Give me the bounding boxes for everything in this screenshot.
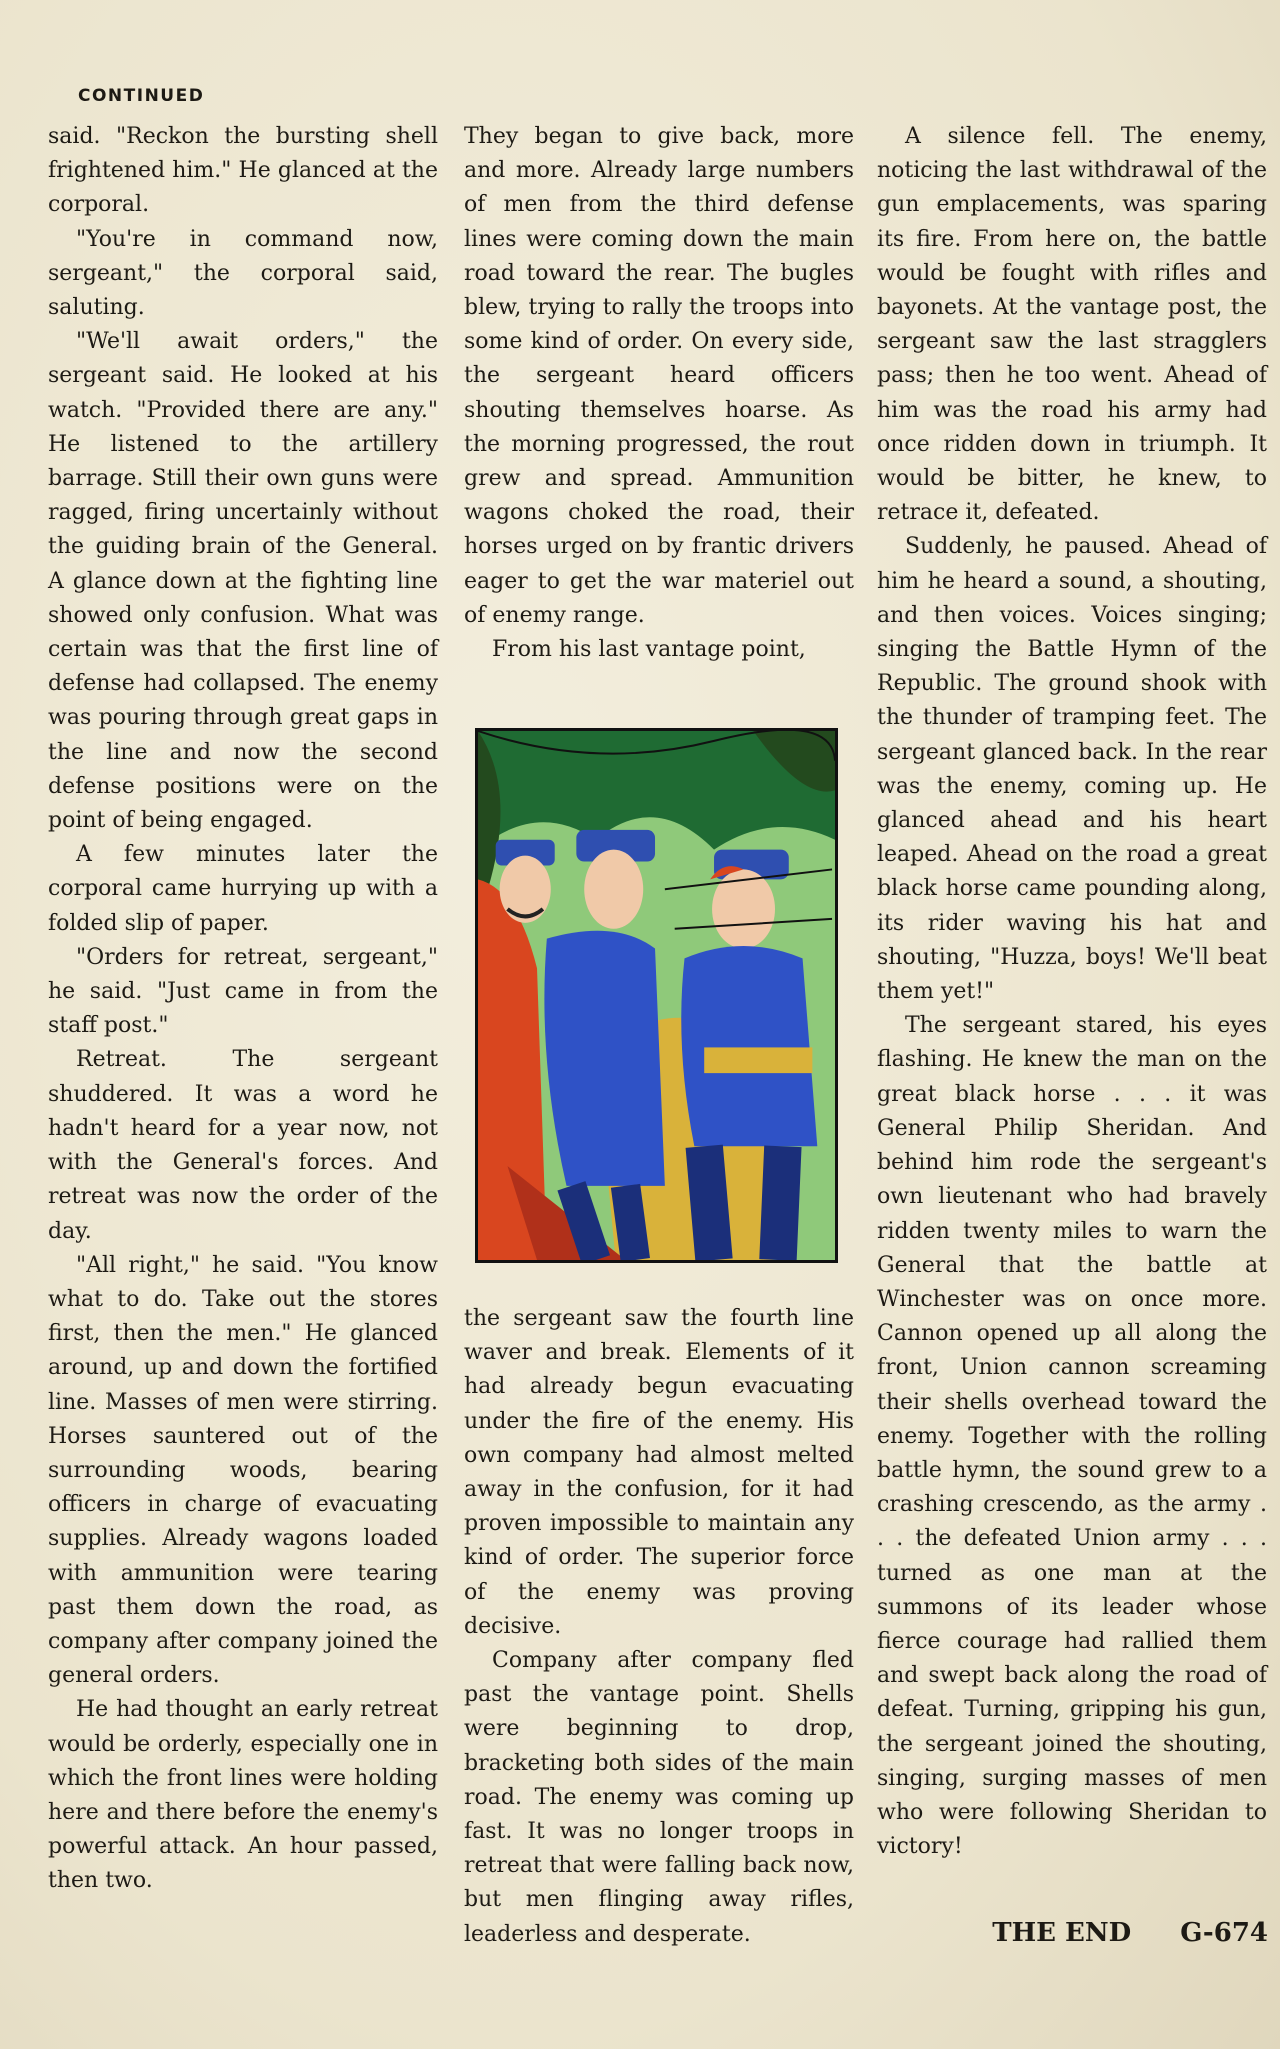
paragraph: The sergeant stared, his eyes flashing. He knew the man on the great black horse . . . it was General Philip Sheridan. And behind him rode the sergeant's own lieutenant who had bravely ridden twenty miles to warn the General that the battle at Winchester was on once more. Cannon opened up all along the front, Union cannon screaming their shells overhead toward the enemy. Together with the rolling battle hymn, the sound grew to a crashing crescendo, as the army . . . the defeated Union army . . . turned as one man at the summons of its leader whose fierce courage had rallied them and swept back along the road of defeat. Turning, gripping his gun, the sergeant joined the shouting, singing, surging masses of men who were following Sheridan to victory! xyxy=(877,1013,1267,1860)
paragraph: "Orders for retreat, sergeant," he said. "Just came in from the staff post." xyxy=(48,944,438,1039)
paragraph: From his last vantage point, xyxy=(492,637,806,663)
paragraph: A few minutes later the corporal came hurrying up with a folded slip of paper. xyxy=(48,842,438,936)
text-column-1 xyxy=(48,120,438,1899)
text-column-2-bottom xyxy=(464,1302,854,1952)
story-footer xyxy=(952,1918,1268,1948)
paragraph: "We'll await orders," the sergeant said. He looked at his watch. "Provided there are any." He listened to the artillery barrage. Still their own guns were ragged, firing uncertainly without the guiding brain of the General. A glance down at the fighting line showed only confusion. What was certain was that the first line of defense had collapsed. The enemy was pouring through great gaps in the line and now the second defense positions were on the point of being engaged. xyxy=(48,329,438,834)
page-code: G-674 xyxy=(1180,1918,1268,1948)
text-column-2-top xyxy=(464,120,854,667)
paragraph: Suddenly, he paused. Ahead of him he heard a sound, a shouting, and then voices. Voices singing; singing the Battle Hymn of the Republic. The ground shook with the thunder of tramping feet. The sergeant glanced back. In the rear was the enemy, coming up. He glanced ahead and his heart leaped. Ahead on the road a great black horse came pounding along, its rider waving his hat and shouting, "Huzza, boys! We'll beat them yet!" xyxy=(877,534,1267,1005)
paragraph: A silence fell. The enemy, noticing the last withdrawal of the gun emplacements, was sparing its fire. From here on, the battle would be fought with rifles and bayonets. At the vantage post, the sergeant saw the last stragglers pass; then he too went. Ahead of him was the road his army had once ridden down in triumph. It would be bitter, he knew, to retrace it, defeated. xyxy=(877,124,1267,526)
paragraph: "All right," he said. "You know what to do. Take out the stores first, then the men." He glanced around, up and down the fortified line. Masses of men were stirring. Horses sauntered out of the surrounding woods, bearing officers in charge of evacuating supplies. Already wagons loaded with ammunition were tearing past them down the road, as company after company joined the general orders. xyxy=(48,1252,438,1689)
soldiers-drawing xyxy=(478,731,835,1260)
paragraph: Company after company fled past the vantage point. Shells were beginning to drop, bracketing both sides of the main road. The enemy was coming up fast. It was no longer troops in retreat that were falling back now, but men flinging away rifles, leaderless and desperate. xyxy=(464,1648,854,1947)
paragraph: He had thought an early retreat would be orderly, especially one in which the front lines were holding here and there before the enemy's powerful attack. An hour passed, then two. xyxy=(48,1697,438,1894)
paragraph: the sergeant saw the fourth line waver and break. Elements of it had already begun evacuating under the fire of the enemy. His own company had almost melted away in the confusion, for it had proven impossible to maintain any kind of order. The superior force of the enemy was proving decisive. xyxy=(464,1306,854,1639)
the-end-label: THE END xyxy=(992,1918,1132,1948)
continued-label: CONTINUED xyxy=(78,86,205,106)
text-column-3 xyxy=(877,120,1267,1864)
paragraph: "You're in command now, sergeant," the corporal said, saluting. xyxy=(48,226,438,321)
comic-illustration xyxy=(475,728,838,1263)
paragraph: Retreat. The sergeant shuddered. It was a word he hadn't heard for a year now, not with the General's forces. And retreat was now the order of the day. xyxy=(48,1047,438,1244)
paragraph: said. "Reckon the bursting shell frightened him." He glanced at the corporal. xyxy=(48,124,438,218)
paragraph: They began to give back, more and more. Already large numbers of men from the third defense lines were coming down the main road toward the rear. The bugles blew, trying to rally the troops into some kind of order. On every side, the sergeant heard officers shouting themselves hoarse. As the morning progressed, the rout grew and spread. Ammunition wagons choked the road, their horses urged on by frantic drivers eager to get the war materiel out of enemy range. xyxy=(464,124,854,628)
